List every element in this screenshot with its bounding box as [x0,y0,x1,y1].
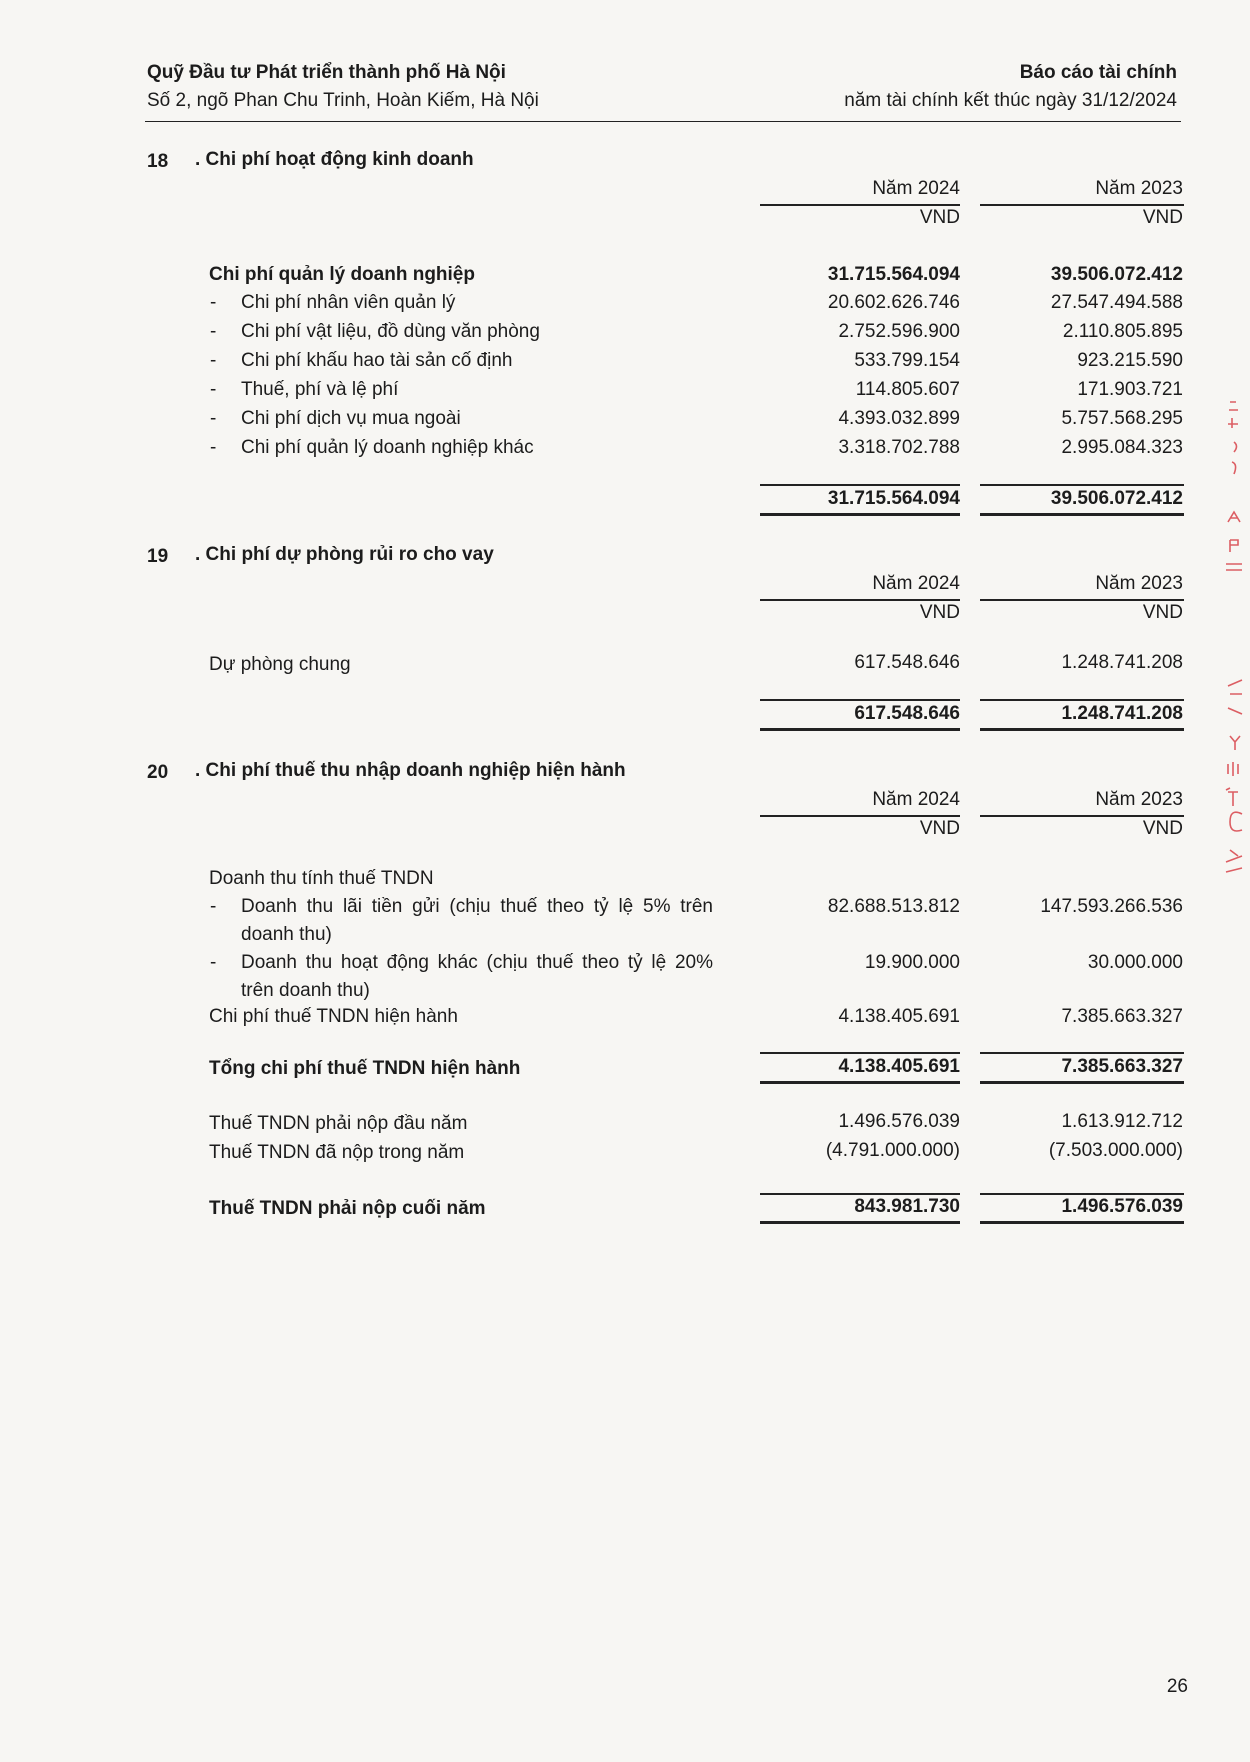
sec18-unit2: VND [1142,207,1183,228]
sec19-col1-header: Năm 2024 [872,573,960,594]
sec18-total-rule-bottom [980,513,1184,516]
sec20-item2-label: Doanh thu hoạt động khác (chịu thuế theo tỷ lệ 20% trên doanh thu) [241,952,713,1001]
bullet-dash: - [210,379,217,400]
bullet-dash: - [210,292,217,313]
section-19-title: . Chi phí dự phòng rủi ro cho vay [195,544,494,565]
sec19-col2-header: Năm 2023 [1095,573,1183,594]
section-18-number: 18 [147,151,169,172]
sec18-item-v1: 114.805.607 [855,379,960,400]
sec20-paid-v2: (7.503.000.000) [1048,1140,1183,1161]
sec20-item1-label: Doanh thu lãi tiền gửi (chịu thuế theo tỷ lệ 5% trên doanh thu) [241,896,713,945]
sec20-item2-v1: 19.900.000 [864,952,960,973]
sec18-item-v2: 2.995.084.323 [1061,437,1183,458]
bullet-dash: - [210,321,217,342]
org-name: Quỹ Đầu tư Phát triển thành phố Hà Nội [147,62,506,83]
sec20-item1-v2: 147.593.266.536 [1040,896,1183,917]
sec20-current-v2: 7.385.663.327 [1061,1006,1183,1027]
bullet-dash: - [210,350,217,371]
sec20-end-rule-bottom [980,1221,1184,1224]
page-number: 26 [1166,1676,1188,1697]
sec20-total-v2: 7.385.663.327 [1061,1056,1183,1077]
sec18-item-v2: 27.547.494.588 [1050,292,1183,313]
section-19-number: 19 [147,546,169,567]
sec19-row-label: Dự phòng chung [209,654,351,675]
sec20-total-rule-top [980,1052,1184,1054]
sec19-row-v2: 1.248.741.208 [1061,652,1183,673]
report-period: năm tài chính kết thúc ngày 31/12/2024 [844,90,1177,111]
sec18-col1-rule [760,204,960,206]
sec20-open-v1: 1.496.576.039 [838,1111,960,1132]
sec20-end-rule-top [760,1193,960,1195]
org-address: Số 2, ngõ Phan Chu Trinh, Hoàn Kiếm, Hà Nội [147,90,539,111]
sec20-total-label: Tổng chi phí thuế TNDN hiện hành [209,1058,521,1079]
sec18-group-v1: 31.715.564.094 [827,264,960,285]
sec19-col2-rule [980,599,1184,601]
sec19-total-rule-bottom [760,728,960,731]
bullet-dash: - [210,896,217,917]
sec19-total-v1: 617.548.646 [854,703,960,724]
sec20-current-v1: 4.138.405.691 [838,1006,960,1027]
sec19-col1-rule [760,599,960,601]
sec20-current-label: Chi phí thuế TNDN hiện hành [209,1006,458,1027]
sec20-end-rule-top [980,1193,1184,1195]
report-title: Báo cáo tài chính [1019,62,1177,83]
sec18-item-v1: 533.799.154 [854,350,960,371]
sec20-col1-rule [760,815,960,817]
sec20-col2-rule [980,815,1184,817]
sec18-item-label: Chi phí khấu hao tài sản cố định [241,350,513,371]
sec20-item1-v1: 82.688.513.812 [827,896,960,917]
sec20-unit1: VND [919,818,960,839]
sec18-total-rule-top [760,484,960,486]
sec20-col2-header: Năm 2023 [1095,789,1183,810]
sec19-total-rule-top [980,699,1184,701]
sec18-item-label: Chi phí quản lý doanh nghiệp khác [241,437,534,458]
sec18-item-label: Thuế, phí và lệ phí [241,379,399,400]
sec18-item-v1: 20.602.626.746 [827,292,960,313]
sec20-revenue-label: Doanh thu tính thuế TNDN [209,868,434,889]
header-divider [145,121,1181,122]
sec20-total-v1: 4.138.405.691 [838,1056,960,1077]
sec18-total-rule-bottom [760,513,960,516]
sec18-item-v2: 2.110.805.895 [1062,321,1183,342]
sec18-group-label: Chi phí quản lý doanh nghiệp [209,264,475,285]
sec20-total-rule-bottom [760,1081,960,1084]
sec18-item-v2: 923.215.590 [1077,350,1183,371]
sec18-col2-header: Năm 2023 [1095,178,1183,199]
sec18-col2-rule [980,204,1184,206]
sec19-total-rule-bottom [980,728,1184,731]
sec19-total-rule-top [760,699,960,701]
bullet-dash: - [210,952,217,973]
section-20-title: . Chi phí thuế thu nhập doanh nghiệp hiện hành [195,760,626,781]
sec18-group-v2: 39.506.072.412 [1050,264,1183,285]
bullet-dash: - [210,437,217,458]
sec18-item-v1: 4.393.032.899 [838,408,960,429]
sec20-paid-label: Thuế TNDN đã nộp trong năm [209,1142,465,1163]
sec18-item-label: Chi phí vật liệu, đồ dùng văn phòng [241,321,540,342]
sec18-item-label: Chi phí nhân viên quản lý [241,292,456,313]
sec18-total-rule-top [980,484,1184,486]
sec19-unit1: VND [919,602,960,623]
sec19-unit2: VND [1142,602,1183,623]
sec20-open-v2: 1.613.912.712 [1061,1111,1183,1132]
seal-stamp-fragment [1224,390,1250,910]
sec20-end-v2: 1.496.576.039 [1061,1196,1183,1217]
sec18-col1-header: Năm 2024 [872,178,960,199]
sec18-item-label: Chi phí dịch vụ mua ngoài [241,408,461,429]
sec20-paid-v1: (4.791.000.000) [825,1140,960,1161]
sec19-row-v1: 617.548.646 [854,652,960,673]
sec18-item-v2: 171.903.721 [1077,379,1183,400]
section-20-number: 20 [147,762,169,783]
sec20-end-rule-bottom [760,1221,960,1224]
sec18-unit1: VND [919,207,960,228]
sec20-unit2: VND [1142,818,1183,839]
sec18-item-v1: 3.318.702.788 [838,437,960,458]
sec20-open-label: Thuế TNDN phải nộp đầu năm [209,1113,468,1134]
sec20-end-label: Thuế TNDN phải nộp cuối năm [209,1198,486,1219]
sec18-item-v1: 2.752.596.900 [838,321,960,342]
sec20-total-rule-top [760,1052,960,1054]
sec18-total-v1: 31.715.564.094 [827,488,960,509]
sec18-item-v2: 5.757.568.295 [1061,408,1183,429]
bullet-dash: - [210,408,217,429]
sec20-item2-v2: 30.000.000 [1087,952,1183,973]
sec19-total-v2: 1.248.741.208 [1061,703,1183,724]
section-18-title: . Chi phí hoạt động kinh doanh [195,149,474,170]
sec20-end-v1: 843.981.730 [854,1196,960,1217]
sec20-total-rule-bottom [980,1081,1184,1084]
sec18-total-v2: 39.506.072.412 [1050,488,1183,509]
sec20-col1-header: Năm 2024 [872,789,960,810]
